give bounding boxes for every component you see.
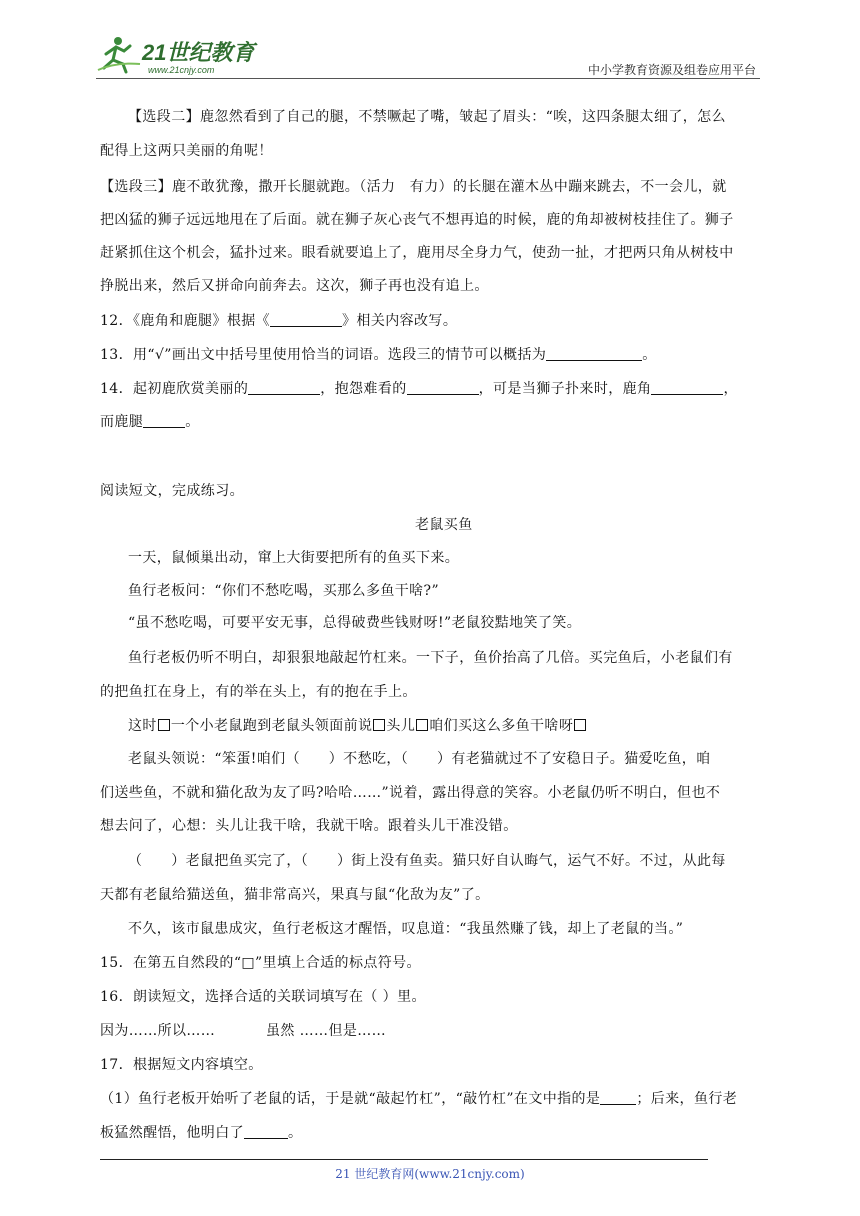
question-14-line-1: 14．起初鹿欣赏美丽的 ，抱怨难看的 ，可是当狮子扑来时，鹿角 ， — [100, 381, 738, 397]
story-paragraph-6-line-3: 想去问了，心想：头儿让我干啥，我就干啥。跟着头儿干准没错。 — [100, 818, 518, 834]
punctuation-box[interactable] — [416, 719, 428, 731]
story-paragraph-7-line-2: 天都有老鼠给猫送鱼，猫非常高兴，果真与鼠“化敌为友”了。 — [100, 887, 490, 903]
story-paragraph-6-line-2: 们送些鱼，不就和猫化敌为友了吗?哈哈……”说着，露出得意的笑容。小老鼠仍听不明白，但也不 — [100, 785, 721, 801]
story-paragraph-4-line-1: 鱼行老板仍听不明白，却狠狠地敲起竹杠来。一下子，鱼价抬高了几倍。买完鱼后，小老鼠们有 — [128, 650, 733, 666]
question-12: 12．《鹿角和鹿腿》根据《 》相关内容改写。 — [100, 313, 458, 329]
footer-divider — [100, 1159, 708, 1160]
question-14-line-2: 而鹿腿 。 — [100, 414, 200, 430]
story-title: 老鼠买鱼 — [415, 517, 473, 533]
question-17-1-line-1: （1）鱼行老板开始听了老鼠的话，于是就“敲起竹杠”，“敲竹杠”在文中指的是 ；后来，鱼行老 — [100, 1091, 738, 1107]
story-paragraph-1: 一天，鼠倾巢出动，窜上大街要把所有的鱼买下来。 — [128, 550, 460, 566]
answer-blank[interactable] — [143, 413, 185, 428]
conjunction-option-2: 虽然 ……但是…… — [266, 1023, 387, 1039]
reading-instruction: 阅读短文，完成练习。 — [100, 483, 244, 499]
story-paragraph-5: 这时 一个小老鼠跑到老鼠头领面前说 头儿 咱们买这么多鱼干啥呀 — [128, 715, 587, 735]
answer-blank[interactable] — [248, 380, 320, 395]
question-13: 13．用“√”画出文中括号里使用恰当的词语。选段三的情节可以概括为 。 — [100, 347, 657, 363]
story-paragraph-8: 不久，该市鼠患成灾，鱼行老板这才醒悟，叹息道：“我虽然赚了钱，却上了老鼠的当。” — [128, 921, 684, 937]
answer-blank[interactable] — [407, 380, 479, 395]
answer-blank[interactable] — [651, 380, 723, 395]
question-17-1-line-2: 板猛然醒悟，他明白了 。 — [100, 1125, 303, 1141]
segment-2-line-1: 【选段二】鹿忽然看到了自己的腿，不禁噘起了嘴，皱起了眉头：“唉，这四条腿太细了，怎么 — [128, 109, 726, 125]
segment-3-heading: 【选段三】 — [100, 179, 172, 195]
logo-text: 21世纪教育 — [142, 40, 255, 65]
segment-3-line-3: 赶紧抓住这个机会，猛扑过来。眼看就要追上了，鹿用尽全身力气，使劲一扯，才把两只角从树枝中 — [100, 245, 734, 261]
punctuation-box[interactable] — [373, 719, 385, 731]
segment-2-line-2: 配得上这两只美丽的角呢！ — [100, 143, 273, 159]
logo — [96, 34, 266, 76]
segment-3-line-1: 【选段三】鹿不敢犹豫，撒开长腿就跑。（活力 有力）的长腿在灌木丛中蹦来跳去，不一会儿，就 — [100, 179, 727, 195]
segment-3-line-2: 把凶猛的狮子远远地甩在了后面。就在狮子灰心丧气不想再追的时候，鹿的角却被树枝挂住了。狮子 — [100, 212, 734, 228]
punctuation-box[interactable] — [574, 719, 586, 731]
question-16: 16．朗读短文，选择合适的关联词填写在（ ）里。 — [100, 989, 426, 1005]
segment-2-heading: 【选段二】 — [128, 109, 200, 125]
header-divider — [96, 78, 760, 79]
segment-3-line-4: 挣脱出来，然后又拼命向前奔去。这次，狮子再也没有追上。 — [100, 278, 489, 294]
story-paragraph-7-line-1: （ ）老鼠把鱼买完了，（ ）街上没有鱼卖。猫只好自认晦气，运气不好。不过，从此每 — [128, 853, 726, 869]
answer-blank[interactable] — [244, 1124, 288, 1139]
question-15: 15．在第五自然段的“□”里填上合适的标点符号。 — [100, 955, 421, 971]
question-17: 17．根据短文内容填空。 — [100, 1057, 263, 1073]
story-paragraph-3: “虽不愁吃喝，可要平安无事，总得破费些钱财呀!”老鼠狡黠地笑了笑。 — [128, 615, 582, 631]
platform-name: 中小学教育资源及组卷应用平台 — [587, 63, 756, 77]
page-header — [96, 32, 760, 80]
punctuation-box[interactable] — [158, 719, 170, 731]
answer-blank[interactable] — [600, 1090, 636, 1105]
runner-icon — [98, 37, 140, 72]
story-paragraph-6-line-1: 老鼠头领说：“笨蛋!咱们（ ）不愁吃，（ ）有老猫就过不了安稳日子。猫爱吃鱼，咱 — [128, 751, 711, 767]
answer-blank[interactable] — [270, 312, 342, 327]
story-paragraph-4-line-2: 的把鱼扛在身上，有的举在头上，有的抱在手上。 — [100, 684, 417, 700]
conjunction-option-1: 因为……所以…… — [100, 1023, 216, 1039]
answer-blank[interactable] — [546, 346, 642, 361]
logo-subtext: www.21cnjy.com — [148, 65, 215, 75]
story-paragraph-2: 鱼行老板问：“你们不愁吃喝，买那么多鱼干啥?” — [128, 583, 440, 599]
footer-text: 21 世纪教育网(www.21cnjy.com) — [335, 1167, 525, 1181]
